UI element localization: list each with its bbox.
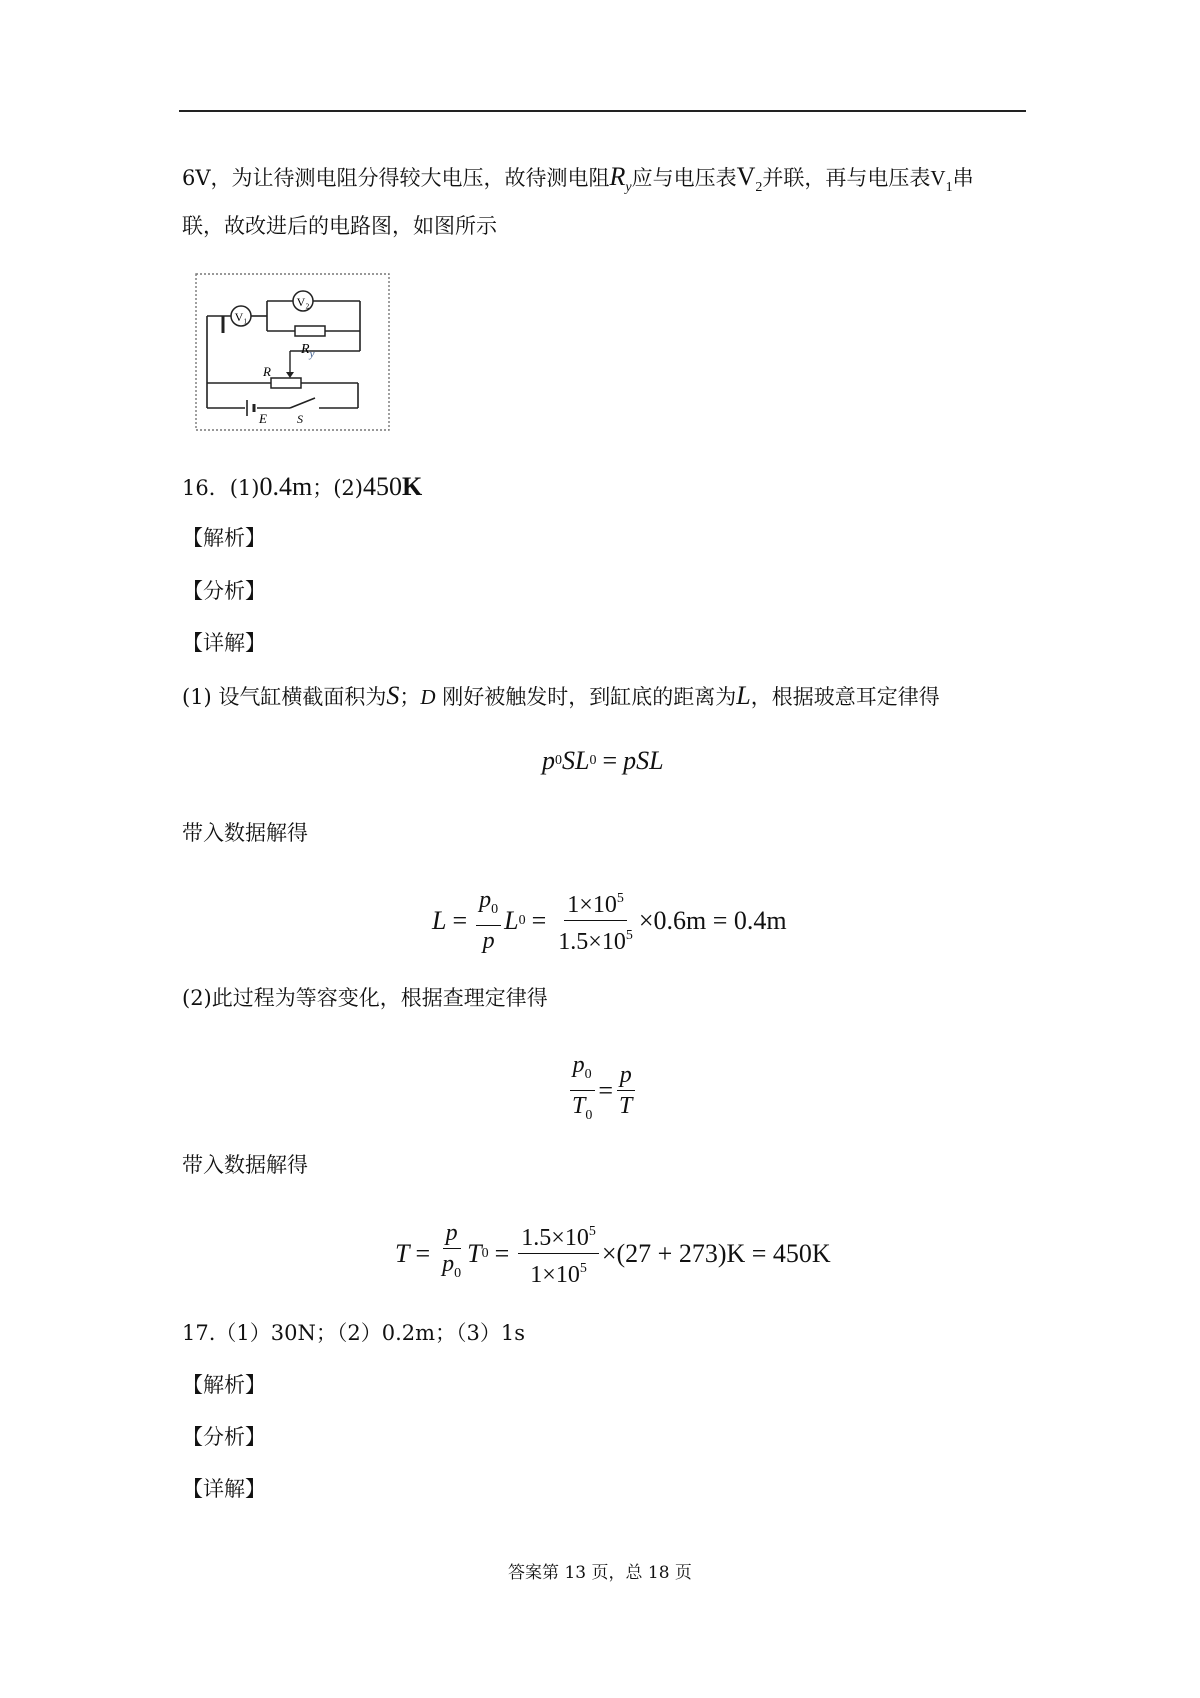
eq-operator: = bbox=[598, 1075, 614, 1105]
var-s: S bbox=[386, 681, 400, 710]
eq-subscript: 0 bbox=[585, 1108, 593, 1123]
resistor-ry-icon bbox=[295, 326, 325, 336]
circuit-diagram bbox=[195, 273, 390, 431]
q16-part1-text: 刚好被触发时，到缸底的距离为 bbox=[435, 685, 737, 709]
fraction-denominator bbox=[555, 921, 636, 957]
eq-superscript: 5 bbox=[616, 891, 624, 906]
rheostat-icon bbox=[271, 378, 301, 388]
q16-fenxi: 【分析】 bbox=[182, 579, 266, 603]
eq-number: 1×10 bbox=[567, 892, 617, 918]
q17-fenxi: 【分析】 bbox=[182, 1425, 266, 1449]
fraction-denominator bbox=[569, 1091, 595, 1131]
fraction-numerator bbox=[518, 1217, 599, 1254]
fraction-denominator bbox=[527, 1254, 590, 1290]
eq-subscript: 0 bbox=[555, 753, 562, 768]
eq-tail: ×0.6m = 0.4m bbox=[638, 905, 787, 935]
voltmeter-subscript: 2 bbox=[755, 180, 763, 195]
eq-operator: = bbox=[531, 905, 547, 935]
page-footer: 答案第 13 页，总 18 页 bbox=[508, 1563, 692, 1583]
eq-symbol: T bbox=[467, 1238, 482, 1268]
eq-symbol: p bbox=[442, 1251, 455, 1277]
header-rule bbox=[179, 110, 1026, 112]
q16-answer-2: 450 bbox=[362, 472, 402, 501]
eq-superscript: 5 bbox=[625, 928, 633, 943]
para-text: 6V，为让待测电阻分得较大电压，故待测电阻 bbox=[182, 166, 610, 190]
eq-operator: = bbox=[494, 1238, 510, 1268]
ry-label bbox=[300, 342, 315, 360]
eq-symbol: p bbox=[479, 887, 492, 913]
voltmeter-v1-icon bbox=[231, 306, 251, 326]
fraction bbox=[616, 1060, 635, 1121]
resistor-subscript: y bbox=[625, 180, 632, 195]
para-line-2: 联，故改进后的电路图，如图所示 bbox=[182, 214, 497, 238]
q16-part1-text: ； bbox=[399, 685, 421, 709]
fraction bbox=[518, 1217, 599, 1290]
q16-answer-text: 16．(1) bbox=[182, 476, 260, 500]
fraction-numerator bbox=[564, 884, 627, 921]
equation-boyle bbox=[542, 746, 664, 776]
resistor-symbol: R bbox=[609, 162, 626, 191]
fraction bbox=[569, 1050, 595, 1131]
sub-data-2: 带入数据解得 bbox=[182, 1153, 308, 1177]
var-l: L bbox=[736, 681, 751, 710]
voltmeter-symbol: V bbox=[930, 166, 946, 190]
eq-subscript: 0 bbox=[584, 1067, 592, 1082]
fraction-numerator bbox=[570, 1050, 595, 1091]
q16-answer bbox=[182, 472, 422, 503]
eq-symbol: pSL bbox=[623, 746, 664, 775]
eq-symbol: T bbox=[572, 1093, 586, 1119]
eq-number: 1×10 bbox=[530, 1262, 580, 1288]
v2-label: V₂ bbox=[296, 295, 310, 309]
sub-data-1: 带入数据解得 bbox=[182, 821, 308, 845]
para-text: 并联，再与电压表 bbox=[762, 166, 931, 190]
fraction-denominator: p bbox=[482, 928, 495, 954]
fraction bbox=[555, 884, 636, 957]
voltmeter-v2-icon bbox=[293, 291, 313, 311]
v1-label: V₁ bbox=[234, 310, 248, 324]
battery-label: E bbox=[259, 411, 267, 426]
q16-part2: (2)此过程为等容变化，根据查理定律得 bbox=[182, 986, 548, 1010]
eq-symbol: L bbox=[504, 905, 519, 935]
para-text: 串 bbox=[952, 166, 974, 190]
para-line-1 bbox=[182, 162, 974, 203]
q16-part1 bbox=[182, 681, 940, 712]
eq-number: 1.5×10 bbox=[558, 929, 626, 955]
battery-icon bbox=[247, 400, 254, 416]
rheostat-label: R bbox=[263, 364, 271, 379]
eq-symbol: T bbox=[395, 1238, 410, 1268]
eq-operator: = bbox=[602, 746, 618, 775]
eq-number: 1.5×10 bbox=[521, 1225, 589, 1251]
eq-subscript: 0 bbox=[589, 753, 597, 768]
voltmeter-symbol: V bbox=[736, 162, 756, 191]
fraction-denominator: T bbox=[619, 1093, 633, 1119]
fraction-numerator: p bbox=[443, 1218, 461, 1249]
equation-temperature bbox=[395, 1217, 831, 1290]
eq-subscript: 0 bbox=[491, 902, 499, 917]
q16-jiexi: 【解析】 bbox=[182, 526, 266, 550]
eq-tail: ×(27 + 273)K = 450K bbox=[601, 1238, 831, 1268]
eq-subscript: 0 bbox=[518, 912, 526, 928]
q16-part1-text: (1) 设气缸横截面积为 bbox=[182, 685, 387, 709]
equation-length bbox=[432, 884, 787, 957]
fraction bbox=[439, 1218, 464, 1289]
q16-answer-unit: K bbox=[401, 472, 423, 501]
var-d: D bbox=[420, 685, 436, 709]
fraction-numerator bbox=[476, 885, 501, 926]
eq-symbol: p bbox=[572, 1052, 585, 1078]
eq-symbol: SL bbox=[562, 746, 590, 775]
voltmeter-subscript: 1 bbox=[945, 180, 953, 195]
q16-xiangjie: 【详解】 bbox=[182, 631, 266, 655]
eq-symbol: p bbox=[542, 746, 555, 775]
q17-jiexi: 【解析】 bbox=[182, 1373, 266, 1397]
fraction bbox=[476, 885, 501, 956]
fraction-numerator: p bbox=[617, 1060, 635, 1091]
q16-answer-1: 0.4m bbox=[259, 472, 313, 501]
eq-operator: = bbox=[452, 905, 468, 935]
q17-answer: 17.（1）30N；（2）0.2m；（3）1s bbox=[182, 1321, 526, 1345]
q17-xiangjie: 【详解】 bbox=[182, 1477, 266, 1501]
para-text: 应与电压表 bbox=[631, 166, 737, 190]
eq-superscript: 5 bbox=[579, 1261, 587, 1276]
eq-subscript: 0 bbox=[481, 1245, 489, 1261]
equation-charles bbox=[566, 1050, 638, 1131]
eq-operator: = bbox=[415, 1238, 431, 1268]
ry-sub: y bbox=[309, 348, 315, 360]
eq-subscript: 0 bbox=[454, 1266, 462, 1281]
fraction-denominator bbox=[439, 1249, 464, 1289]
q16-part1-text: ，根据玻意耳定律得 bbox=[750, 685, 940, 709]
eq-superscript: 5 bbox=[588, 1224, 596, 1239]
eq-symbol: L bbox=[432, 905, 447, 935]
ry-main: R bbox=[301, 342, 310, 357]
switch-label: S bbox=[297, 412, 303, 426]
q16-answer-text: ；(2) bbox=[312, 476, 363, 500]
